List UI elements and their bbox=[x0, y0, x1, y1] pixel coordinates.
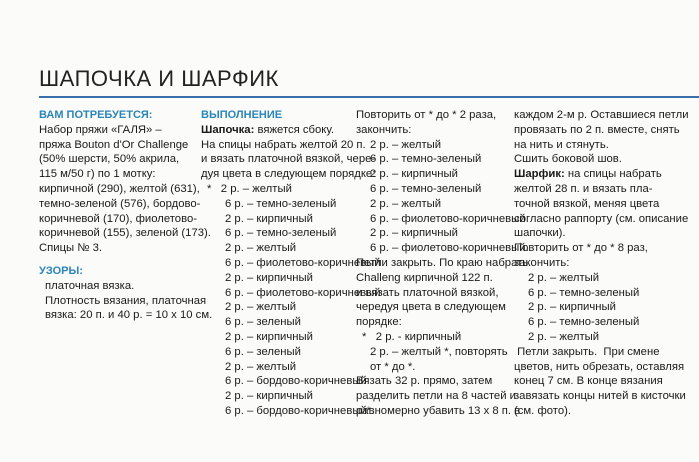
color-row: 6 р. – бордово-коричневый*. bbox=[225, 404, 375, 417]
color-row: 2 р. – кирпичный bbox=[370, 168, 458, 181]
hat-intro-text bbox=[201, 138, 376, 182]
patterns-heading: УЗОРЫ: bbox=[39, 264, 83, 277]
decrease-text bbox=[356, 374, 521, 418]
text-line: коричневой (155), зеленой (173). bbox=[39, 227, 211, 240]
text-line: Спицы № 3. bbox=[39, 242, 102, 255]
text-line: Петли закрыть. По краю набрать bbox=[356, 256, 529, 269]
text-line: Петли закрыть. При смене bbox=[514, 345, 660, 358]
text-line: платочная вязка. bbox=[45, 279, 135, 292]
text-line: каждом 2-м р. Оставшиеся петли bbox=[514, 109, 689, 121]
color-row: 6 р. – бордово-коричневый bbox=[225, 375, 367, 388]
scarf-text bbox=[514, 182, 694, 271]
color-row: 2 р. – кирпичный bbox=[225, 271, 313, 284]
text-line: вязка: 20 п. и 40 р. = 10 х 10 см. bbox=[45, 309, 213, 322]
text-line: Повторить от * до * 8 раз, bbox=[514, 242, 648, 255]
scarf-finish-text bbox=[514, 345, 694, 419]
text-line: Повторить от * до * 2 раза, bbox=[356, 109, 497, 121]
color-row: 2 р. – кирпичный bbox=[225, 212, 313, 225]
text-line: Challeng кирпичной 122 п. bbox=[356, 271, 493, 284]
scarf-intro-line bbox=[514, 167, 694, 182]
color-row: 2 р. – желтый bbox=[225, 301, 297, 314]
color-row: 2 р. – желтый *, повторять bbox=[370, 345, 508, 358]
text-line: 115 м/50 г) по 1 мотку: bbox=[39, 168, 156, 181]
color-row: 6 р. – темно-зеленый bbox=[370, 153, 482, 166]
color-row: 6 р. – темно-зеленый bbox=[528, 316, 640, 329]
text-line: Набор пряжи «ГАЛЯ» – bbox=[39, 123, 162, 136]
instructions-heading: ВЫПОЛНЕНИЕ bbox=[201, 109, 283, 121]
text-line: на нить и стянуть. bbox=[514, 138, 609, 151]
text-line: и вязать платочной вязкой, чере- bbox=[201, 153, 376, 166]
color-row: * 2 р. – желтый bbox=[207, 182, 292, 195]
page-title: ШАПОЧКА И ШАРФИК bbox=[39, 66, 279, 91]
scarf-color-rows bbox=[514, 271, 694, 345]
finish-color-rows bbox=[356, 138, 529, 256]
scarf-column bbox=[514, 108, 694, 419]
color-row: 2 р. – кирпичный bbox=[225, 390, 313, 403]
text-line: желтой 28 п. и вязать пла- bbox=[514, 182, 653, 195]
text-line: равномерно убавить 13 х 8 п. в bbox=[356, 404, 521, 417]
patterns-text bbox=[39, 279, 213, 323]
hat-label: Шапочка: bbox=[201, 123, 255, 136]
text-line: точной вязкой, меняя цвета bbox=[514, 197, 660, 210]
text-line: и вязать платочной вязкой, bbox=[356, 286, 499, 299]
color-row: 6 р. – фиолетово-коричневый bbox=[225, 256, 381, 269]
color-row: 6 р. – темно-зеленый bbox=[370, 182, 482, 195]
text-line: шапочки). bbox=[514, 227, 566, 240]
text-line: (50% шерсти, 50% акрила, bbox=[39, 153, 180, 166]
color-row: 2 р. – желтый bbox=[225, 242, 297, 255]
materials-list bbox=[39, 123, 211, 256]
text-line: темно-зеленой (576), бордово- bbox=[39, 197, 201, 210]
text-line: дуя цвета в следующем порядке: bbox=[201, 168, 376, 181]
color-row: 6 р. – зеленый bbox=[225, 345, 301, 358]
color-row: 2 р. – желтый bbox=[528, 271, 600, 284]
hat-intro-rest: вяжется сбоку. bbox=[254, 123, 335, 136]
text-line: разделить петли на 8 частей и bbox=[356, 390, 516, 403]
color-row: 6 р. – темно-зеленый bbox=[225, 197, 337, 210]
text-line: кирпичной (290), желтой (631), bbox=[39, 182, 200, 195]
text-line: пряжа Bouton d'Or Challenge bbox=[39, 138, 189, 151]
repeat-text bbox=[356, 108, 516, 138]
color-row: * 2 р. - кирпичный bbox=[362, 330, 462, 343]
color-row: 6 р. – темно-зеленый bbox=[528, 286, 640, 299]
hat-finish-text bbox=[514, 108, 694, 167]
edge-text bbox=[356, 256, 529, 330]
text-line: Сшить боковой шов. bbox=[514, 153, 622, 166]
materials-heading: ВАМ ПОТРЕБУЕТСЯ: bbox=[39, 109, 153, 121]
text-line: На спицы набрать желтой 20 п. bbox=[201, 138, 366, 151]
color-row: 2 р. – кирпичный bbox=[528, 301, 616, 314]
color-row: 2 р. – кирпичный bbox=[225, 330, 313, 343]
title-underline bbox=[39, 96, 699, 98]
color-row: 6 р. – фиолетово-коричневый bbox=[225, 286, 381, 299]
hat-intro-line bbox=[201, 123, 351, 138]
text-line: конец 7 см. В конце вязания bbox=[514, 375, 663, 388]
color-row: 2 р. – желтый bbox=[370, 197, 442, 210]
color-row: от * до *. bbox=[370, 360, 416, 373]
text-line: чередуя цвета в следующем bbox=[356, 301, 506, 314]
color-row: 2 р. – желтый bbox=[528, 330, 600, 343]
color-row: 2 р. – желтый bbox=[370, 138, 442, 151]
text-line: Плотность вязания, платочная bbox=[45, 294, 207, 307]
text-line: закончить: bbox=[514, 256, 570, 269]
text-line: коричневой (170), фиолетово- bbox=[39, 212, 197, 225]
text-line: завязать концы нитей в кисточки bbox=[514, 390, 686, 403]
scarf-intro-rest: на спицы набрать bbox=[564, 168, 662, 181]
color-row: 6 р. – темно-зеленый bbox=[225, 227, 337, 240]
instructions-column bbox=[201, 108, 381, 419]
materials-column bbox=[39, 108, 213, 323]
text-line: закончить: bbox=[356, 123, 412, 136]
edge-color-rows bbox=[356, 330, 516, 374]
text-line: цветов, нить обрезать, оставляя bbox=[514, 360, 685, 373]
text-line: Вязать 32 р. прямо, затем bbox=[356, 375, 493, 388]
continuation-column bbox=[356, 108, 529, 419]
scarf-label: Шарфик: bbox=[514, 168, 565, 181]
text-line: порядке: bbox=[356, 316, 402, 329]
text-line: согласно раппорту (см. описание bbox=[514, 212, 689, 225]
color-row: 6 р. – зеленый bbox=[225, 316, 301, 329]
color-row: 2 р. – желтый bbox=[225, 360, 297, 373]
color-row: 2 р. – кирпичный bbox=[370, 227, 458, 240]
color-row: 6 р. – фиолетово-коричневый. bbox=[370, 242, 529, 255]
text-line: провязать по 2 п. вместе, снять bbox=[514, 123, 680, 136]
color-row: 6 р. – фиолетово-коричневый bbox=[370, 212, 526, 225]
text-line: (см. фото). bbox=[514, 404, 572, 417]
